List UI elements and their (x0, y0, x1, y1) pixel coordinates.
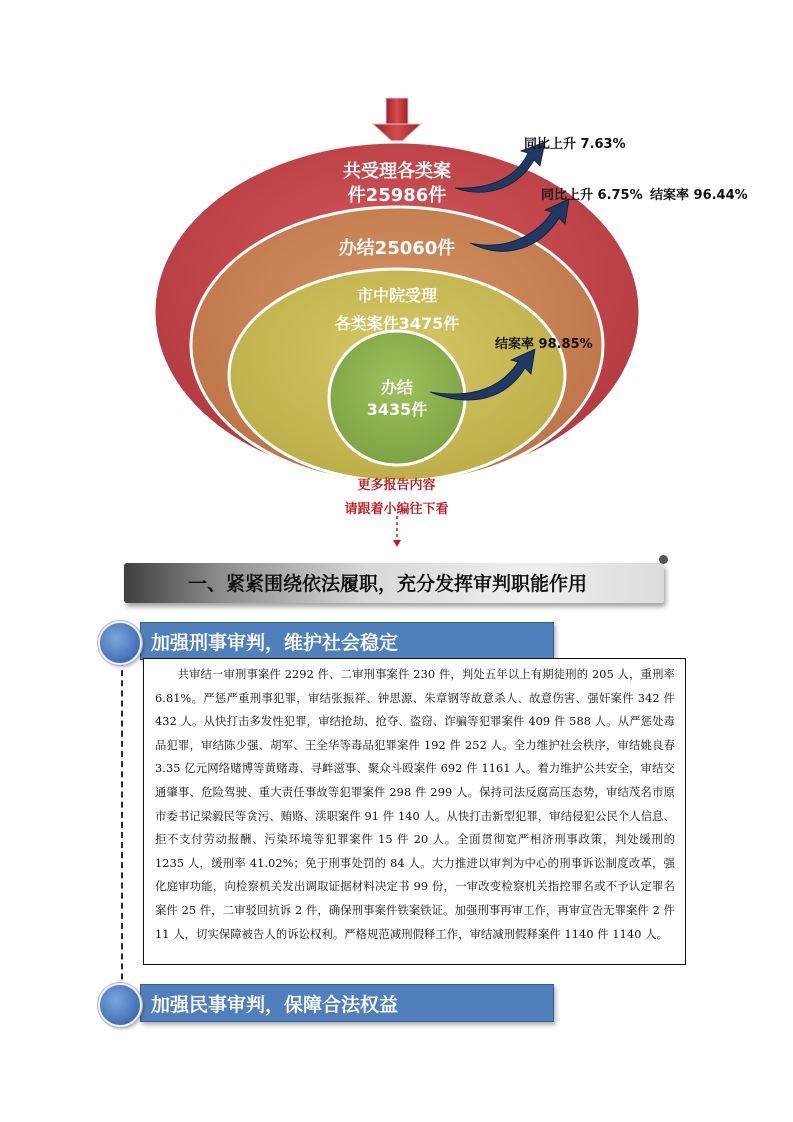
callout-closure-rate-all: 结案率 96.44% (650, 188, 748, 203)
timeline-dashed-line (121, 660, 123, 1020)
second-ellipse-label: 办结25060件 (338, 238, 456, 259)
down-arrow-icon (373, 98, 421, 146)
third-label-line1: 市中院受理 (356, 286, 437, 305)
third-ellipse-label (297, 282, 497, 338)
civil-subsection-header (140, 984, 554, 1022)
callout-yoy-closed: 同比上升 6.75% (541, 188, 643, 203)
civil-subsection-title: 加强民事审判，保障合法权益 (151, 994, 399, 1016)
criminal-subsection-header (140, 622, 554, 660)
circle-bullet-icon (98, 983, 142, 1027)
outer-label-line2: 件25986件 (347, 185, 447, 206)
criminal-text-box (143, 658, 686, 965)
third-label-line2: 各类案件3475件 (334, 314, 460, 333)
section-banner (124, 563, 664, 603)
inner-label-line1: 办结 (380, 378, 413, 397)
callout-closure-rate-intermediate: 结案率 98.85% (495, 337, 593, 352)
inner-ellipse-label (337, 377, 457, 421)
dashed-down-arrow-icon (393, 516, 401, 547)
more-content-line1: 更多报告内容 (357, 478, 436, 493)
callout-yoy-received: 同比上升 7.63% (524, 137, 626, 152)
outer-label-line1: 共受理各类案 (343, 161, 451, 182)
criminal-subsection-title: 加强刑事审判，维护社会稳定 (151, 632, 399, 654)
more-content-line2: 请跟着小编往下看 (344, 502, 449, 517)
section-title: 一、紧紧围绕依法履职，充分发挥审判职能作用 (188, 573, 588, 595)
outer-ellipse-label (297, 160, 497, 208)
criminal-body-text: 共审结一审刑事案件 2292 件、二审刑事案件 230 件，判处五年以上有期徒刑的 205 人，重刑率 6.81%。严惩严重刑事犯罪，审结张振祥、钟思源、朱章钢等故意杀人、故意伤害、强奸案件 342 件 432 人。从快打击多发性犯罪，审结抢劫、抢夺、盗窃、诈骗等犯罪案件 409 件 588 人。从严惩处毒品犯罪，审结陈少强、胡军、王全华等毒品犯罪案件 192 件 252 人。全力维护社会秩序，审结姚良春 3.35 亿元网络赌博等黄赌毒、寻衅滋事、聚众斗殴案件 692 件 1161 人。着力维护公共安全，审结交通肇事、危险驾驶、重大责任事故等犯罪案件 298 件 299 人。保持司法反腐高压态势，审结茂名市原市委书记梁毅民等贪污、贿赂、渎职案件 91 件 140 人。从快打击新型犯罪，审结侵犯公民个人信息、拒不支付劳动报酬、污染环境等犯罪案件 15 件 20 人。全面贯彻宽严相济刑事政策，判处缓刑的 1235 人，缓刑率 41.02%；免于刑事处罚的 84 人。大力推进以审判为中心的刑事诉讼制度改革，强化庭审功能，向检察机关发出调取证据材料决定书 99 份，一审改变检察机关指控罪名或不予认定罪名案件 25 件，二审驳回抗诉 2 件，确保刑事案件铁案铁证。加强刑事再审工作，再审宣告无罪案件 2 件 11 人，切实保障被告人的诉讼权利。严格规范减刑假释工作，审结减刑假释案件 1140 件 1140 人。 (155, 668, 675, 941)
inner-label-line2: 3435件 (366, 400, 428, 419)
banner-curl-decoration (659, 555, 668, 564)
circle-bullet-icon (98, 621, 142, 665)
case-statistics-diagram (0, 0, 793, 560)
